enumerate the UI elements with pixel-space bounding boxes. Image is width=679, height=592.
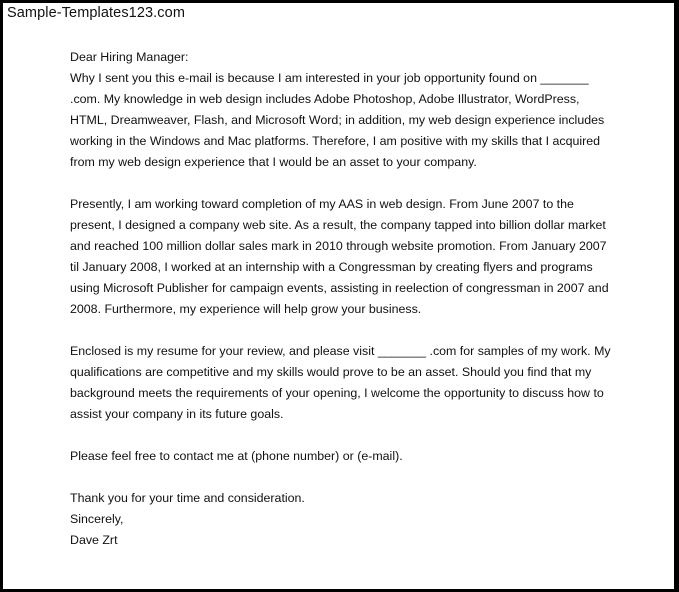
paragraph-line: Why I sent you this e-mail is because I am interested in your job opportunity found on _______ xyxy=(70,71,589,85)
paragraph-3 xyxy=(70,341,615,425)
thanks-line: Thank you for your time and consideration. xyxy=(70,491,305,505)
paragraph-line: present, I designed a company web site. As a result, the company tapped into billion dollar market xyxy=(70,218,606,232)
paragraph-spacer xyxy=(70,425,615,446)
watermark-text: Sample-Templates123.com xyxy=(7,5,185,21)
paragraph-line: background meets the requirements of your opening, I welcome the opportunity to discuss how to xyxy=(70,386,604,400)
paragraph-line: assist your company in its future goals. xyxy=(70,407,284,421)
document-page xyxy=(3,3,674,589)
paragraph-2 xyxy=(70,194,615,320)
signature-name: Dave Zrt xyxy=(70,533,118,547)
closing: Sincerely, xyxy=(70,512,124,526)
paragraph-line: and reached 100 million dollar sales mark in 2010 through website promotion. From January 2007 xyxy=(70,239,607,253)
paragraph-line: Presently, I am working toward completion of my AAS in web design. From June 2007 to the xyxy=(70,197,574,211)
contact-line: Please feel free to contact me at (phone number) or (e-mail). xyxy=(70,449,403,463)
paragraph-spacer xyxy=(70,173,615,194)
paragraph-spacer xyxy=(70,320,615,341)
paragraph-line: HTML, Dreamweaver, Flash, and Microsoft Word; in addition, my web design experience includes xyxy=(70,113,605,127)
paragraph-line: from my web design experience that I would be an asset to your company. xyxy=(70,155,477,169)
paragraph-line: qualifications are competitive and my skills would prove to be an asset. Should you find that my xyxy=(70,365,592,379)
paragraph-line: .com. My knowledge in web design includes Adobe Photoshop, Adobe Illustrator, WordPress, xyxy=(70,92,580,106)
paragraph-line: working in the Windows and Mac platforms. Therefore, I am positive with my skills that I acquired xyxy=(70,134,601,148)
paragraph-line: Enclosed is my resume for your review, and please visit _______ .com for samples of my work. My xyxy=(70,344,611,358)
cover-letter xyxy=(70,47,615,551)
paragraph-line: til January 2008, I worked at an internship with a Congressman by creating flyers and programs xyxy=(70,260,593,274)
paragraph-1 xyxy=(70,68,615,173)
paragraph-line: using Microsoft Publisher for campaign events, assisting in reelection of congressman in 2007 and xyxy=(70,281,609,295)
paragraph-line: 2008. Furthermore, my experience will help grow your business. xyxy=(70,302,422,316)
salutation: Dear Hiring Manager: xyxy=(70,50,189,64)
paragraph-spacer xyxy=(70,467,615,488)
